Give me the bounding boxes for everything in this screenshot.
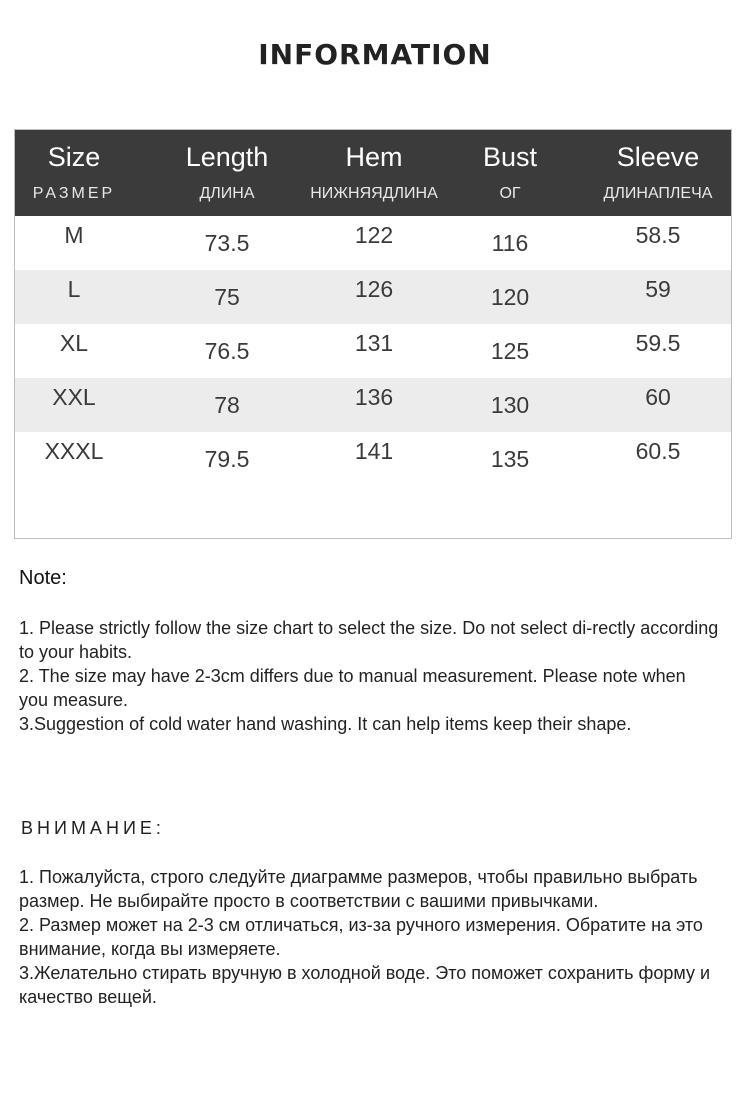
attention-heading: ВНИМАНИЕ: (21, 818, 165, 838)
header-hem-label: Hem (345, 142, 403, 172)
header-hem (299, 130, 449, 216)
cell-sleeve: 59 (645, 276, 671, 302)
cell-size: M (64, 222, 84, 248)
header-length-label: Length (185, 142, 269, 172)
cell-size: L (67, 276, 81, 302)
cell-sleeve: 58.5 (635, 222, 681, 248)
header-size-sublabel: РАЗМЕР (32, 185, 116, 202)
header-hem-sublabel: НИЖНЯЯДЛИНА (310, 185, 438, 202)
cell-size: XXL (52, 384, 96, 410)
cell-length: 78 (214, 392, 240, 418)
attention-list (19, 865, 731, 1009)
page-title: INFORMATION (258, 38, 492, 71)
note-item: 3.Suggestion of cold water hand washing. It can help items keep their shape. (19, 714, 632, 734)
attention-item: 2. Размер может на 2-3 см отличаться, из-за ручного измерения. Обратите на это внимание, когда вы измеряете. (19, 915, 703, 959)
header-sleeve-label: Sleeve (616, 142, 700, 172)
table-header (15, 130, 731, 216)
note-heading: Note: (19, 567, 67, 589)
header-size-label: Size (47, 142, 101, 172)
cell-hem: 131 (354, 330, 394, 356)
cell-length: 73.5 (204, 230, 250, 256)
cell-hem: 122 (354, 222, 394, 248)
cell-size: XL (59, 330, 89, 356)
header-bust-sublabel: ОГ (499, 185, 521, 202)
cell-hem: 141 (354, 438, 394, 464)
cell-size: XXXL (44, 438, 104, 464)
cell-bust: 120 (490, 284, 530, 310)
cell-length: 79.5 (204, 446, 250, 472)
header-bust-label: Bust (482, 142, 538, 172)
cell-sleeve: 60.5 (635, 438, 681, 464)
header-length (157, 130, 297, 216)
header-length-sublabel: ДЛИНА (199, 185, 255, 202)
cell-length: 75 (214, 284, 240, 310)
note-item: 2. The size may have 2-3cm differs due to manual measurement. Please note when you measure. (19, 666, 686, 710)
cell-bust: 135 (490, 446, 530, 472)
header-sleeve-sublabel: ДЛИНАПЛЕЧА (603, 185, 713, 202)
attention-item: 1. Пожалуйста, строго следуйте диаграмме размеров, чтобы правильно выбрать размер. Не выбирайте просто в соответствии с вашими привычками. (19, 867, 698, 911)
cell-bust: 116 (491, 230, 529, 256)
cell-sleeve: 60 (645, 384, 671, 410)
cell-hem: 126 (354, 276, 394, 302)
note-item: 1. Please strictly follow the size chart to select the size. Do not select di-rectly according to your habits. (19, 618, 719, 662)
cell-bust: 125 (490, 338, 530, 364)
cell-sleeve: 59.5 (635, 330, 681, 356)
header-bust (451, 130, 569, 216)
table-row (15, 432, 731, 486)
header-size (15, 130, 133, 216)
cell-hem: 136 (354, 384, 394, 410)
size-chart-table (14, 129, 732, 539)
cell-bust: 130 (490, 392, 530, 418)
header-sleeve (585, 130, 731, 216)
cell-length: 76.5 (204, 338, 250, 364)
attention-item: 3.Желательно стирать вручную в холодной воде. Это поможет сохранить форму и качество вещей. (19, 963, 711, 1007)
note-list (19, 616, 719, 736)
